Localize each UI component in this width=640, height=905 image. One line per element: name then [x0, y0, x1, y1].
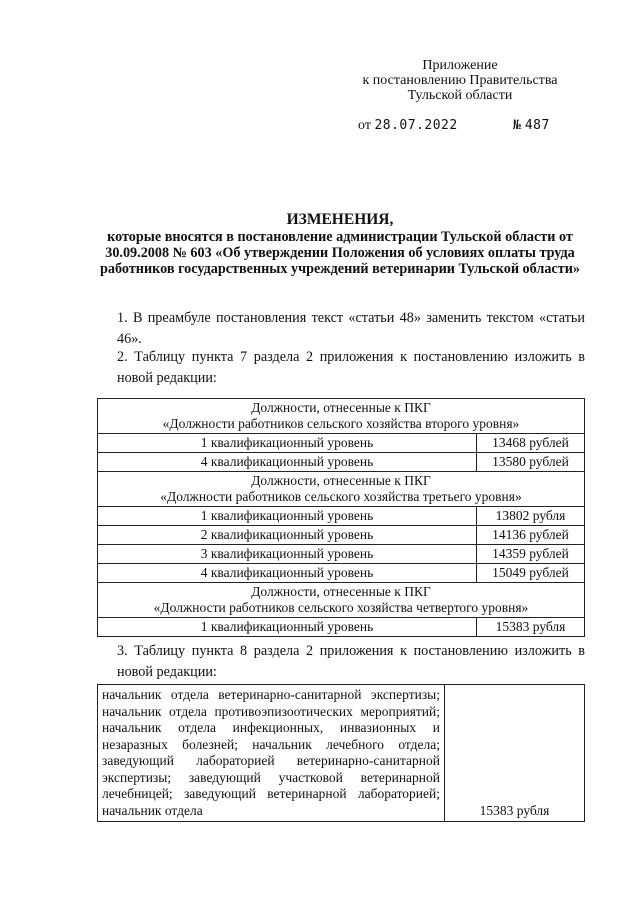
resolution-number-block [513, 118, 550, 134]
paragraph-3-text: 3. Таблицу пункта 8 раздела 2 приложения к постановлению изложить в новой редакции: [117, 643, 585, 680]
paragraph-2-text: 2. Таблицу пункта 7 раздела 2 приложения к постановлению изложить в новой редакции: [117, 349, 585, 386]
group-header-line: «Должности работников сельского хозяйства третьего уровня» [160, 489, 522, 504]
document-title [92, 212, 588, 277]
resolution-number: 487 [524, 118, 550, 133]
level-cell: 1 квалификационный уровень [98, 434, 477, 453]
table-row [98, 507, 585, 526]
number-sign: № [513, 118, 522, 133]
resolution-date-number [358, 118, 550, 134]
table-row [98, 526, 585, 545]
amount-cell: 15049 рублей [477, 564, 585, 583]
level-cell: 4 квалификационный уровень [98, 453, 477, 472]
salary-table-item-8 [97, 684, 585, 822]
table-row [98, 453, 585, 472]
appendix-line-2: к постановлению Правительства [362, 73, 558, 88]
salary-table-item-7 [97, 398, 585, 637]
group-2-header [98, 472, 585, 507]
level-cell: 2 квалификационный уровень [98, 526, 477, 545]
salary-cell: 15383 рубля [445, 685, 585, 822]
group-header-line: Должности, отнесенные к ПКГ [251, 473, 431, 488]
positions-cell: начальник отдела ветеринарно-санитарной экспертизы; начальник отдела противоэпизоотических мероприятий; начальник отдела инфекционных, инвазионных и незаразных болезней; начальник лечебного отдела; заведующий лабораторией ветеринарно-санитарной экспертизы; заведующий участковой ветеринарной лечебницей; заведующий ветеринарной лабораторией; начальник отдела [98, 685, 445, 822]
group-header-line: «Должности работников сельского хозяйства второго уровня» [162, 416, 520, 431]
paragraph-3 [97, 641, 585, 683]
title-heading: ИЗМЕНЕНИЯ, [286, 211, 394, 228]
level-cell: 4 квалификационный уровень [98, 564, 477, 583]
group-1-header [98, 399, 585, 434]
appendix-header [340, 58, 580, 103]
level-cell: 1 квалификационный уровень [98, 618, 477, 637]
group-header-line: «Должности работников сельского хозяйства четвертого уровня» [153, 600, 529, 615]
group-3-header [98, 583, 585, 618]
table-row [98, 564, 585, 583]
amount-cell: 14359 рублей [477, 545, 585, 564]
appendix-line-1: Приложение [422, 58, 498, 73]
table-row [98, 685, 585, 822]
table-row [98, 545, 585, 564]
appendix-line-3: Тульской области [407, 88, 513, 103]
group-header-line: Должности, отнесенные к ПКГ [251, 584, 431, 599]
amount-cell: 14136 рублей [477, 526, 585, 545]
date-prefix: от [358, 118, 371, 133]
amount-cell: 13580 рублей [477, 453, 585, 472]
level-cell: 3 квалификационный уровень [98, 545, 477, 564]
amount-cell: 13468 рублей [477, 434, 585, 453]
paragraph-1-text: 1. В преамбуле постановления текст «статьи 48» заменить текстом «статьи 46». [117, 310, 585, 347]
amount-cell: 13802 рубля [477, 507, 585, 526]
group-header-line: Должности, отнесенные к ПКГ [251, 400, 431, 415]
table-row [98, 434, 585, 453]
resolution-date: 28.07.2022 [374, 118, 458, 133]
amount-cell: 15383 рубля [477, 618, 585, 637]
title-subtitle: которые вносятся в постановление администрации Тульской области от 30.09.2008 № 603 «Об утверждении Положения об условиях оплаты труда работников государственных учреждений ветеринарии Тульской области» [100, 229, 580, 277]
paragraph-1 [97, 308, 585, 350]
table-row [98, 618, 585, 637]
level-cell: 1 квалификационный уровень [98, 507, 477, 526]
paragraph-2 [97, 347, 585, 389]
